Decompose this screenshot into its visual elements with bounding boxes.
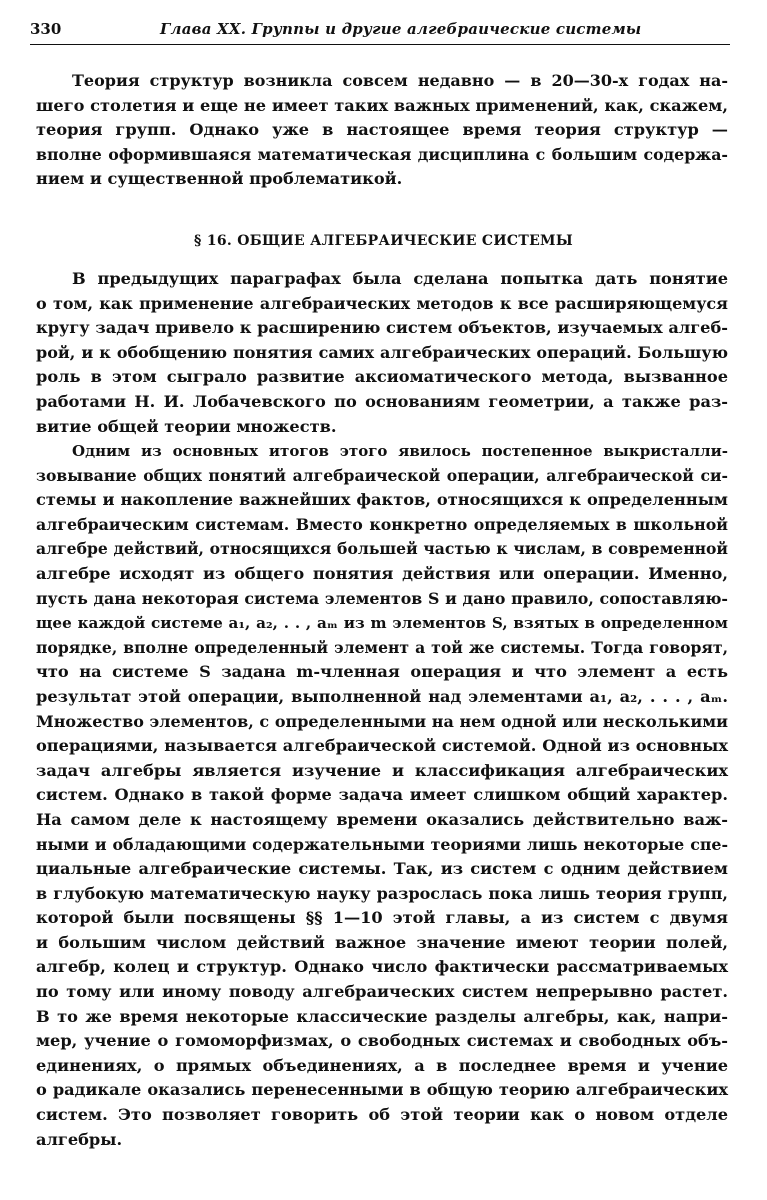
paragraph-1 [36,267,728,439]
text-line: о том, как применение алгебраических методов к все расширяющемуся [36,293,728,313]
text-line: Одним из основных итогов этого явилось постепенное выкристалли- [72,442,728,460]
section-heading: § 16. ОБЩИЕ АЛГЕБРАИЧЕСКИЕ СИСТЕМЫ [194,233,573,249]
text-line: алгебре действий, относящихся большей частью к числам, в современной [36,539,728,559]
text-line: Множество элементов, с определенными на нем одной или несколькими [36,711,728,731]
running-title: Глава XX. Группы и другие алгебраические системы [160,20,642,38]
text-line: что на системе S задана m-членная операция и что элемент a есть [36,662,728,682]
page-header [30,18,730,45]
text-line: ными и обладающими содержательными теориями лишь некоторые спе- [36,834,728,854]
text-line: витие общей теории множеств. [36,416,337,436]
text-line: алгебре исходят из общего понятия действия или операции. Именно, [36,563,728,583]
page-number: 330 [30,20,62,38]
text-line: В то же время некоторые классические разделы алгебры, как, напри- [36,1006,728,1026]
text-line: рой, и к обобщению понятия самих алгебраических операций. Большую [36,342,728,362]
text-line: единениях, о прямых объединениях, а в последнее время и учение [36,1055,728,1075]
text-line: щее каждой системе a₁, a₂, . . , aₘ из m элементов S, взятых в определенном [36,614,728,633]
text-line: В предыдущих параграфах была сделана попытка дать понятие [72,269,728,288]
text-line: алгебраическим системам. Вместо конкретно определяемых в школьной [36,514,728,534]
text-line: вполне оформившаяся математическая дисциплина с большим содержа- [36,144,728,164]
paragraph-2 [36,439,728,1152]
text-line: и большим числом действий важное значение имеют теории полей, [36,932,728,952]
text-line: На самом деле к настоящему времени оказались действительно важ- [36,809,728,829]
text-line: в глубокую математическую науку разрослась пока лишь теория групп, [36,883,728,903]
text-line: циальные алгебраические системы. Так, из систем с одним действием [36,859,728,879]
text-line: которой были посвящены §§ 1—10 этой главы, а из систем с двумя [36,908,728,928]
text-line: алгебр, колец и структур. Однако число фактически рассматриваемых [36,957,728,977]
text-line: работами Н. И. Лобачевского по основаниям геометрии, а также раз- [36,391,728,411]
text-line: по тому или иному поводу алгебраических систем непрерывно растет. [36,982,728,1002]
text-line: теория групп. Однако уже в настоящее время теория структур — [36,120,728,140]
text-line: задач алгебры является изучение и классификация алгебраических [36,760,728,780]
text-line: порядке, вполне определенный элемент a той же системы. Тогда говорят, [36,637,728,657]
text-line: зовывание общих понятий алгебраической операции, алгебраической си- [36,465,728,485]
text-line: шего столетия и еще не имеет таких важных применений, как, скажем, [36,95,728,115]
text-line: результат этой операции, выполненной над элементами a₁, a₂, . . . , aₘ. [36,686,728,706]
text-line: систем. Это позволяет говорить об этой теории как о новом отделе [36,1105,728,1125]
text-line: Теория структур возникла совсем недавно — в 20—30-х годах на- [72,71,728,90]
text-line: пусть дана некоторая система элементов S и дано правило, сопоставляю- [36,588,728,608]
text-line: алгебры. [36,1129,123,1149]
text-line: систем. Однако в такой форме задача имеет слишком общий характер. [36,785,728,805]
text-line: о радикале оказались перенесенными в общую теорию алгебраических [36,1080,728,1100]
text-line: нием и существенной проблематикой. [36,169,403,189]
text-line: мер, учение о гомоморфизмах, о свободных системах и свободных объ- [36,1031,728,1051]
text-line: роль в этом сыграло развитие аксиоматического метода, вызванное [36,367,728,387]
text-line: кругу задач привело к расширению систем объектов, изучаемых алгеб- [36,318,728,338]
text-line: операциями, называется алгебраической системой. Одной из основных [36,736,728,756]
text-line: стемы и накопление важнейших фактов, относящихся к определенным [36,490,728,510]
intro-paragraph [36,69,728,192]
